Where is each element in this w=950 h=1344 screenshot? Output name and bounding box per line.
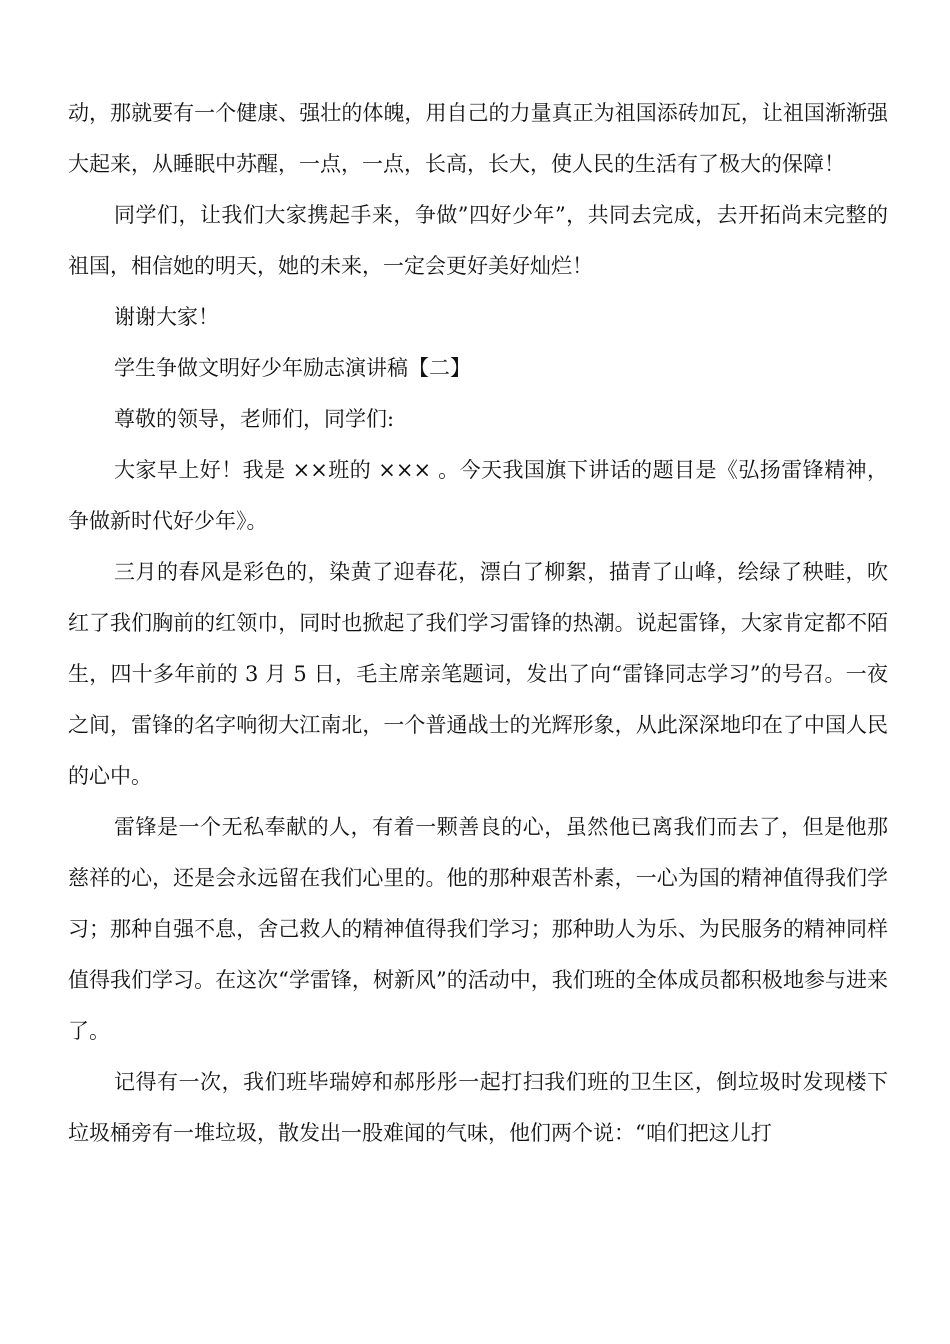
paragraph-leifeng: 雷锋是一个无私奉献的人，有着一颗善良的心，虽然他已离我们而去了，但是他那慈祥的心，还是会永远留在我们心里的。他的那种艰苦朴素，一心为国的精神值得我们学习；那种自强不息，舍己救人的精神值得我们学习；那种助人为乐、为民服务的精神同样值得我们学习。在这次“学雷锋，树新风”的活动中，我们班的全体成员都积极地参与进来了。 [68, 815, 888, 1043]
paragraph-thanks: 谢谢大家！ [114, 305, 219, 329]
document-body [68, 88, 888, 1159]
section-heading: 学生争做文明好少年励志演讲稿【二】 [114, 356, 471, 380]
paragraph-spring: 三月的春风是彩色的，染黄了迎春花，漂白了柳絮，描青了山峰，绘绿了秧畦，吹红了我们胸前的红领巾，同时也掀起了我们学习雷锋的热潮。说起雷锋，大家肯定都不陌生，四十多年前的 3 月 5 日，毛主席亲笔题词，发出了向“雷锋同志学习”的号召。一夜之间，雷锋的名字响彻大江南北，一个普通战士的光辉形象，从此深深地印在了中国人民的心中。 [68, 560, 888, 788]
paragraph-call-to-action: 同学们，让我们大家携起手来，争做”四好少年”，共同去完成，去开拓尚末完整的祖国，相信她的明天，她的未来，一定会更好美好灿烂！ [68, 203, 888, 278]
paragraph-greeting: 大家早上好！我是 ××班的 ××× 。今天我国旗下讲话的题目是《弘扬雷锋精神，争做新时代好少年》。 [68, 458, 888, 533]
paragraph-story: 记得有一次，我们班毕瑞婷和郝彤彤一起打扫我们班的卫生区，倒垃圾时发现楼下垃圾桶旁有一堆垃圾，散发出一股难闻的气味，他们两个说：“咱们把这儿打 [68, 1070, 888, 1145]
salutation: 尊敬的领导，老师们，同学们: [114, 407, 395, 431]
paragraph-body-continuation: 动，那就要有一个健康、强壮的体魄，用自己的力量真正为祖国添砖加瓦，让祖国渐渐强大起来，从睡眠中苏醒，一点，一点，长高，长大，使人民的生活有了极大的保障！ [68, 101, 888, 176]
